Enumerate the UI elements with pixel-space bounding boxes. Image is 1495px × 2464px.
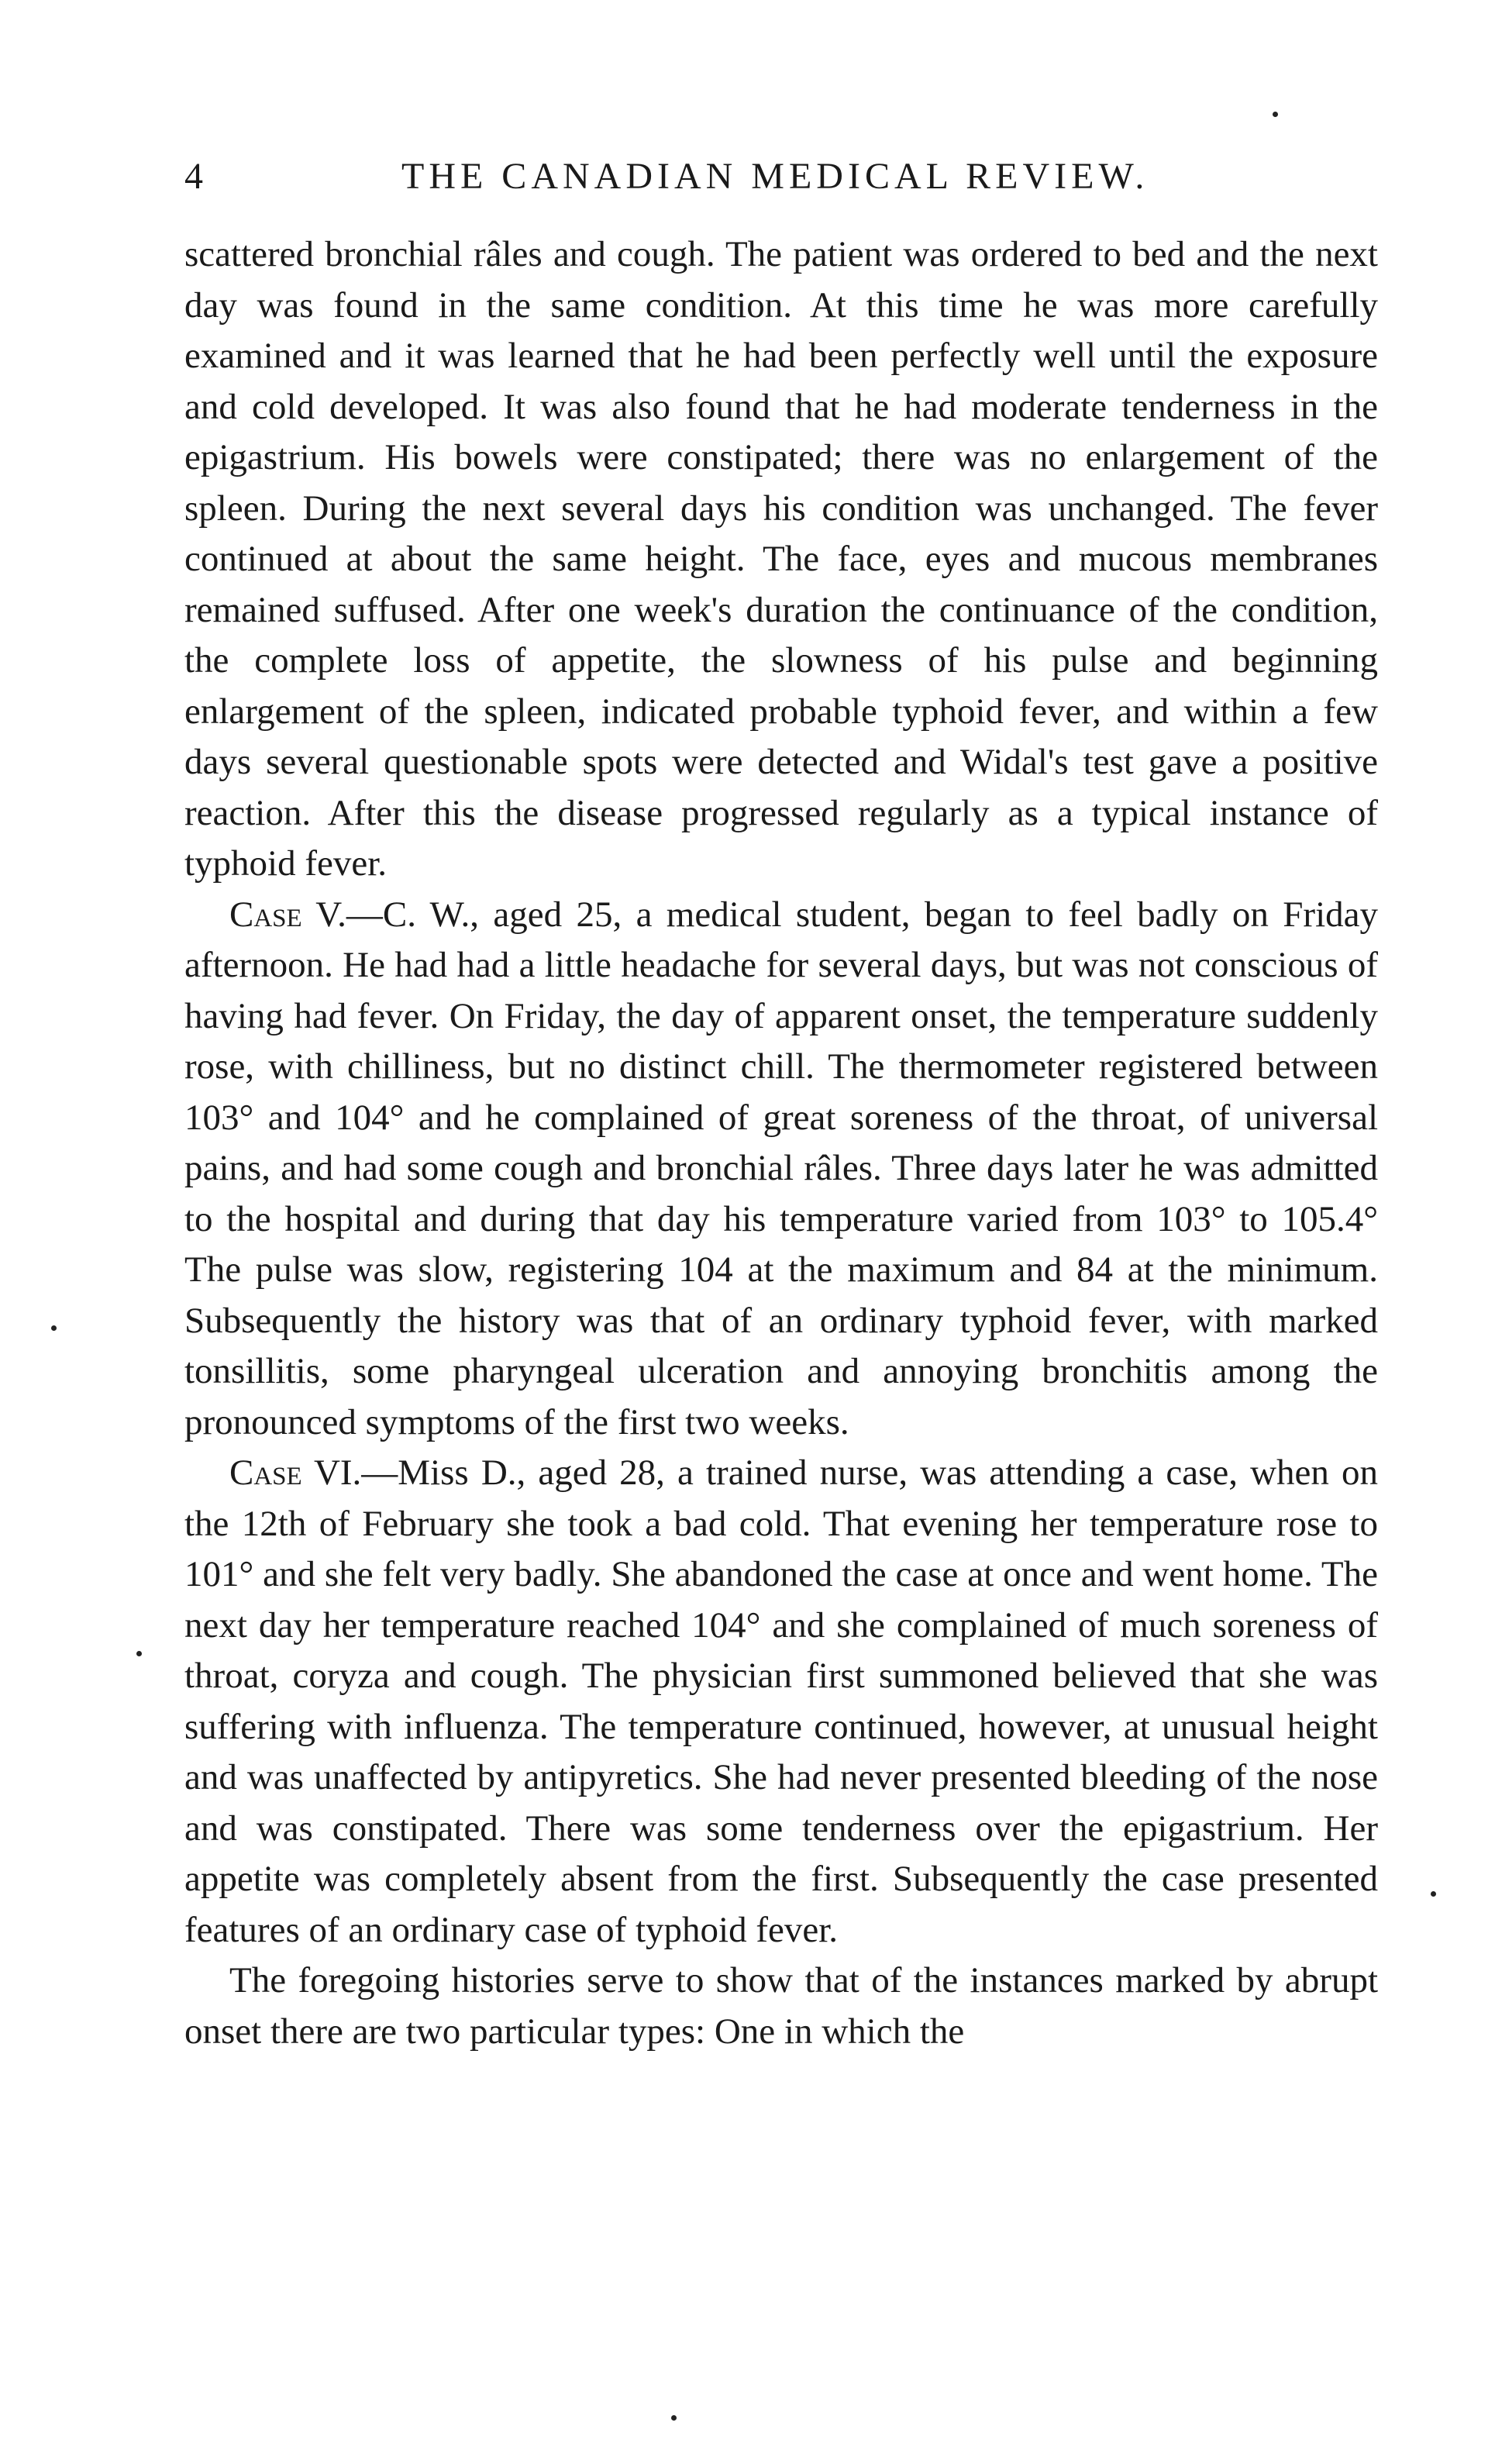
- case-heading: Case VI.: [229, 1453, 362, 1493]
- page-number: 4: [184, 156, 206, 197]
- paragraph-case-vi: [184, 1448, 1378, 1956]
- print-speck: [671, 2415, 677, 2421]
- paragraph-continuation: [184, 229, 1378, 890]
- paragraph-case-v: [184, 890, 1378, 1449]
- page-header: [184, 155, 1378, 209]
- paragraph-text: —Miss D., aged 28, a trained nurse, was attending a case, when on the 12th of February she took a bad cold. That evening her temperature rose to 101° and she felt very badly. She abandoned the case at once and went home. The next day her temperature reached 104° and she complained of much soreness of throat, coryza and cough. The physician first summoned believed that she was suffering with influenza. The temperature continued, however, at unusual height and was unaffected by antipyretics. She had never presented bleeding of the nose and was constipated. There was some tenderness over the epigastrium. Her appetite was completely absent from the first. Subsequently the case presented features of an ordinary case of typhoid fever.: [184, 1453, 1379, 1950]
- print-speck: [51, 1325, 57, 1331]
- paragraph-text: The foregoing histories serve to show that of the instances marked by abrupt onset there are two particular types: One in which the: [184, 1960, 1378, 2052]
- paragraph-conclusion: [184, 1956, 1378, 2057]
- paragraph-text: scattered bronchial râles and cough. The patient was ordered to bed and the next day was found in the same condition. At this time he was more carefully examined and it was learned that he had been perfectly well until the exposure and cold developed. It was also found that he had moderate tenderness in the epigastrium. His bowels were constipated; there was no enlargement of the spleen. During the next several days his condition was unchanged. The fever continued at about the same height. The face, eyes and mucous membranes remained suffused. After one week's duration the continuance of the condition, the complete loss of appetite, the slowness of his pulse and beginning enlargement of the spleen, indicated probable typhoid fever, and within a few days several questionable spots were detected and Widal's test gave a positive reaction. After this the disease progressed regularly as a typical instance of typhoid fever.: [184, 234, 1378, 884]
- print-speck: [136, 1651, 142, 1656]
- paragraph-text: —C. W., aged 25, a medical student, began to feel badly on Friday afternoon. He had had a little headache for several days, but was not conscious of having had fever. On Friday, the day of apparent onset, the temperature suddenly rose, with chilliness, but no distinct chill. The thermometer registered between 103° and 104° and he complained of great soreness of the throat, of universal pains, and had some cough and bronchial râles. Three days later he was admitted to the hospital and during that day his temperature varied from 103° to 105.4° The pulse was slow, registering 104 at the maximum and 84 at the minimum. Subsequently the history was that of an ordinary typhoid fever, with marked tonsillitis, some pharyngeal ulceration and annoying bronchitis among the pronounced symptoms of the first two weeks.: [184, 894, 1378, 1442]
- print-speck: [1431, 1891, 1436, 1897]
- running-head: THE CANADIAN MEDICAL REVIEW.: [401, 156, 1149, 197]
- case-heading: Case V.: [229, 894, 346, 935]
- body-text: [184, 229, 1378, 2057]
- print-speck: [1273, 112, 1278, 117]
